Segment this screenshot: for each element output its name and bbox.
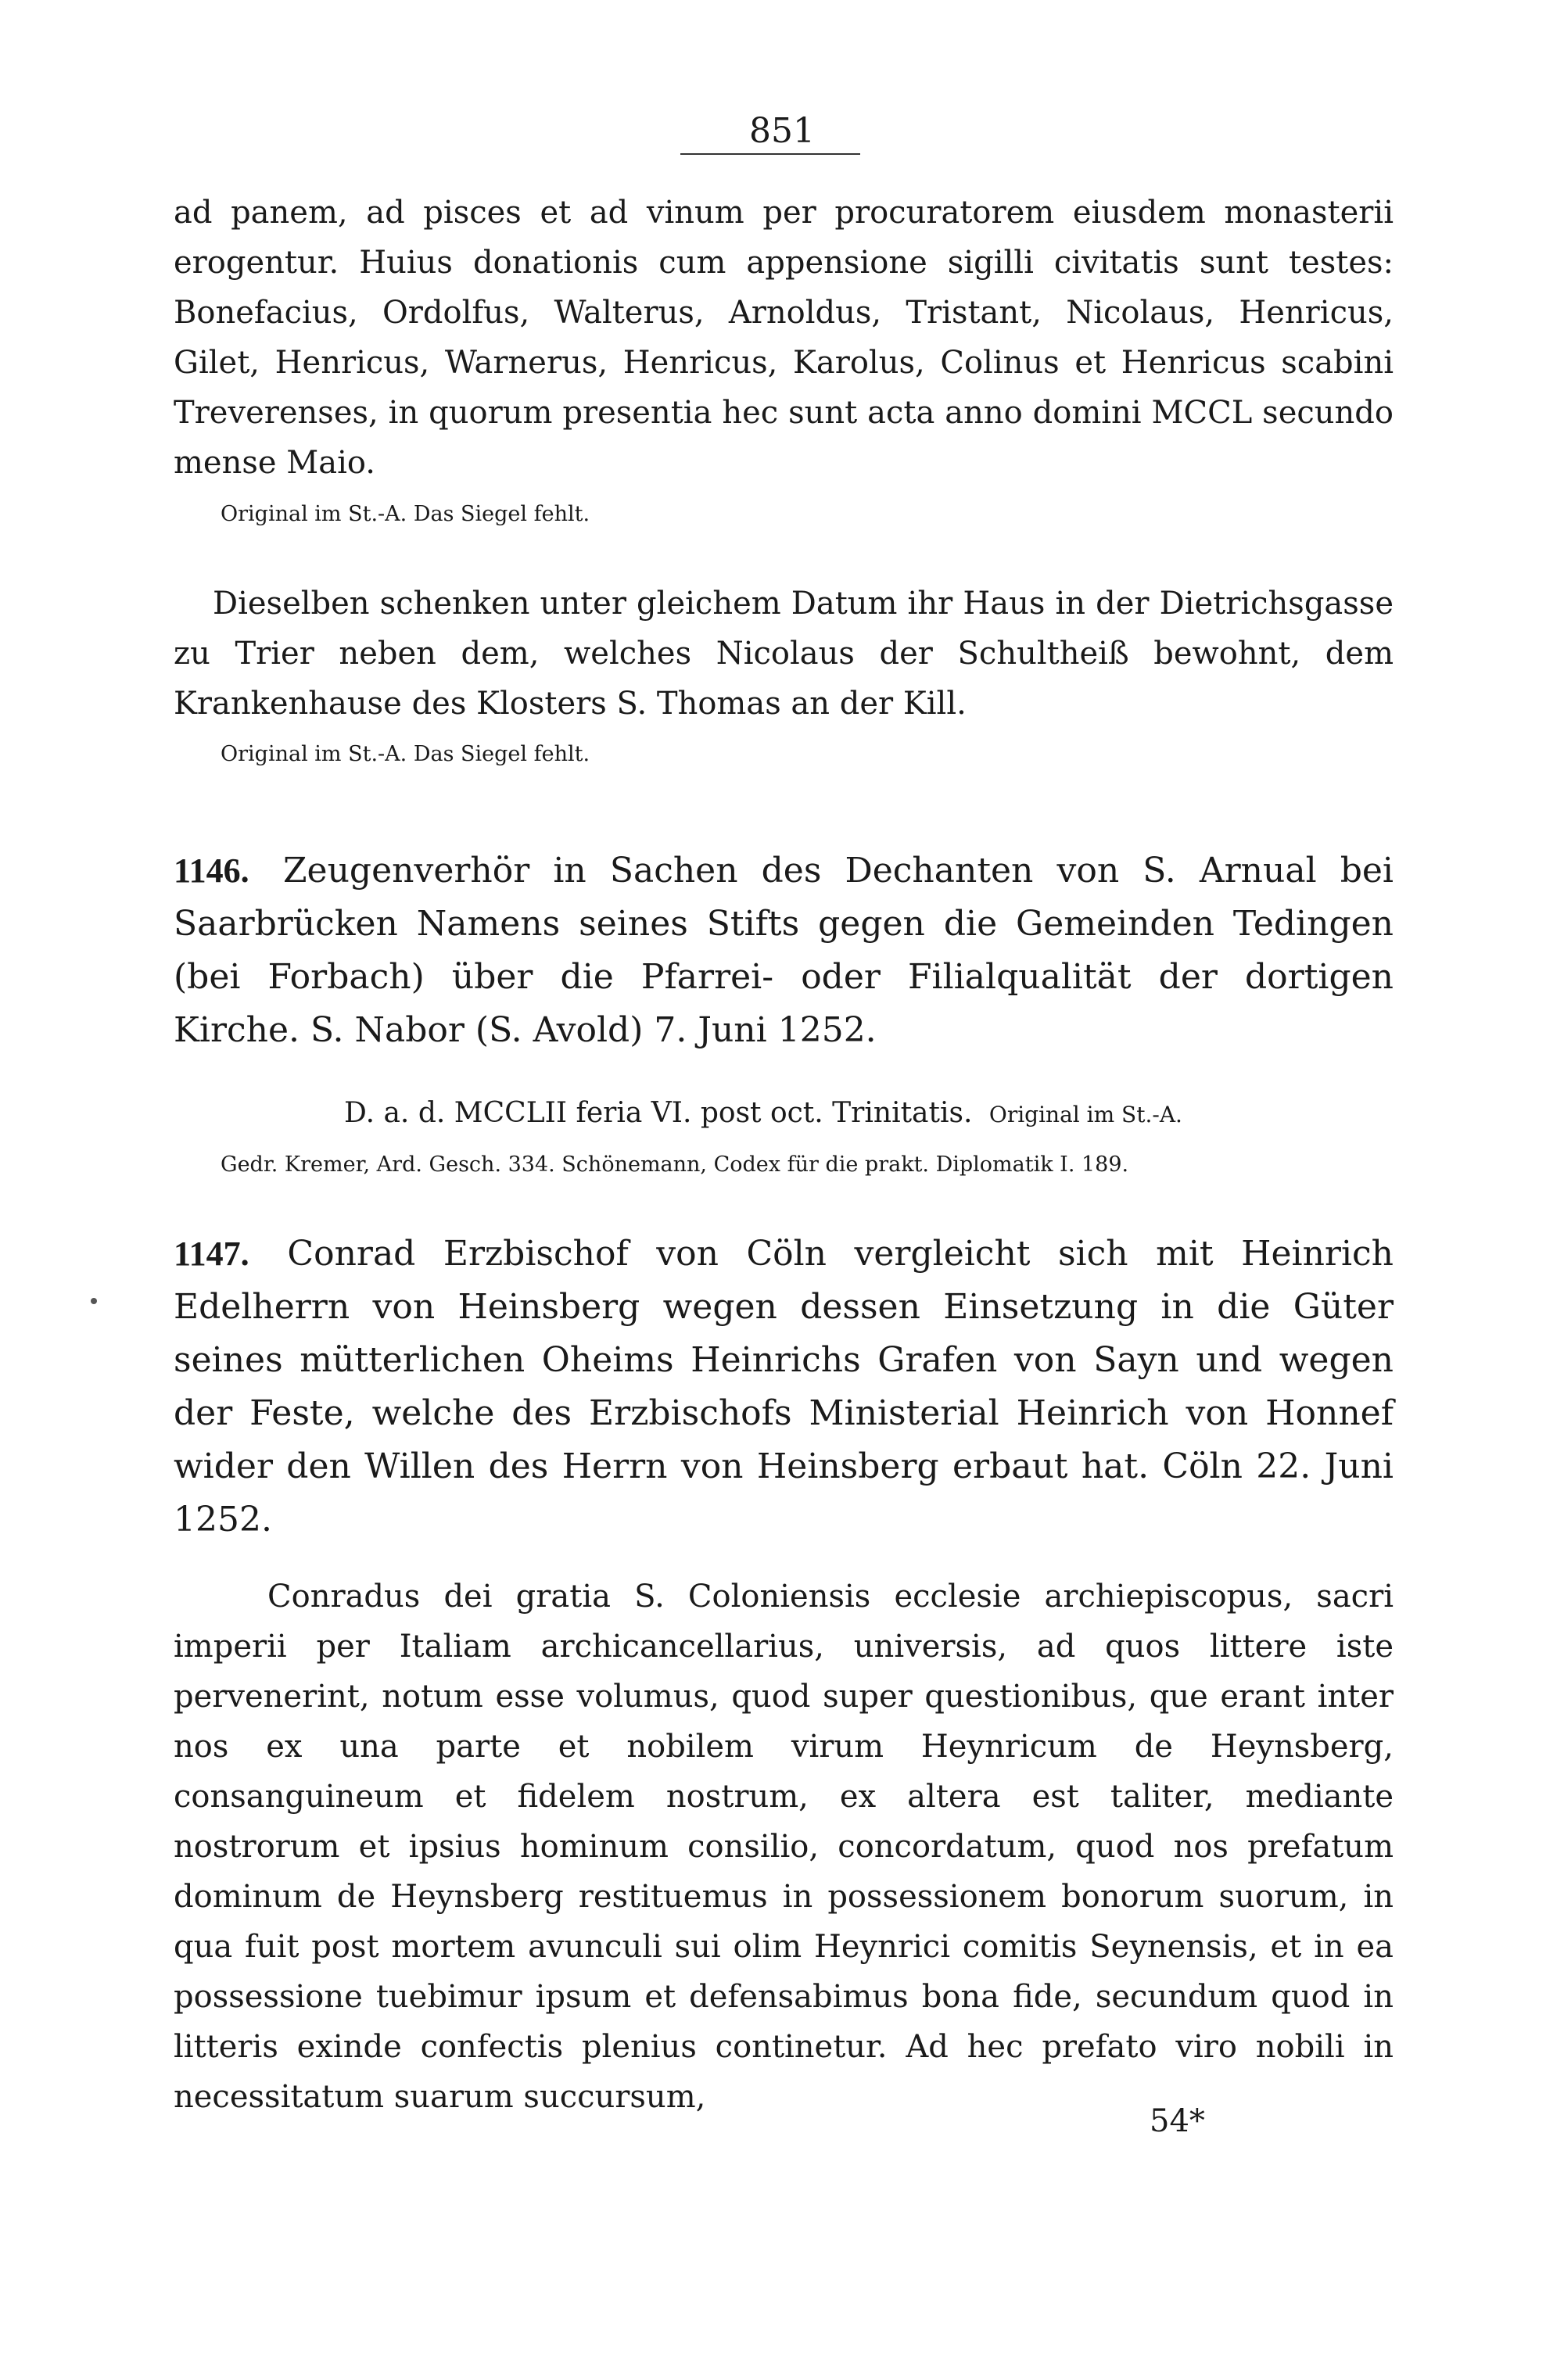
entry-1146-heading <box>174 844 1394 1057</box>
entry-1147-text: Conradus dei gratia S. Coloniensis ecclesie archiepiscopus, sacri imperii per Italiam archicancellarius, universis, ad quos littere iste pervenerint, notum esse volumus, quod super questionibus, que erant inter nos ex una parte et nobilem virum Heynricum de Heynsberg, consanguineum et fidelem nostrum, ex altera est taliter, mediante nostrorum et ipsius hominum consilio, concordatum, quod nos prefatum dominum de Heynsberg restituemus in possessionem bonorum suorum, in qua fuit post mortem avunculi sui olim Heynrici comitis Seynensis, et in ea possessione tuebimur ipsum et defensabimus bona fide, secundum quod in litteris exinde confectis plenius continetur. Ad hec prefato viro nobili in necessitatum suarum succursum, <box>174 1579 1394 2115</box>
note-original-1: Original im St.-A. Das Siegel fehlt. <box>221 502 590 526</box>
entry-1147-heading <box>174 1228 1394 1547</box>
entry-1146-date-block <box>344 1095 1392 1134</box>
page-number: 851 <box>749 111 815 151</box>
entry-1147-number: 1147. <box>174 1235 249 1273</box>
entry-1147-title: Conrad Erzbischof von Cöln vergleicht sich mit Heinrich Edelherrn von Heinsberg wegen dessen Einsetzung in die Güter seines mütterlichen Oheims Heinrichs Grafen von Sayn und wegen der Feste, welche des Erzbischofs Ministerial Heinrich von Honnef wider den Willen des Herrn von Heinsberg erbaut hat. Cöln 22. Juni 1252. <box>174 1234 1394 1539</box>
dot-mark <box>91 1298 97 1304</box>
signature-mark: 54* <box>1150 2103 1205 2139</box>
entry-1146-date-note: Original im St.-A. <box>988 1102 1182 1127</box>
page-number-rule <box>680 153 860 155</box>
paragraph-latin-1: ad panem, ad pisces et ad vinum per procuratorem eiusdem monasterii erogentur. Huius donationis cum appensione sigilli civitatis sunt testes: Bonefacius, Ordolfus, Walterus, Arnoldus, Tristant, Nicolaus, Henricus, Gilet, Henricus, Warnerus, Henricus, Karolus, Colinus et Henricus scabini Treverenses, in quorum presentia hec sunt acta anno domini MCCL secundo mense Maio. <box>174 195 1394 481</box>
entry-1146-number: 1146. <box>174 851 249 890</box>
entry-1146-date-line: D. a. d. MCCLII feria VI. post oct. Trinitatis. <box>344 1097 973 1129</box>
entry-1146-title: Zeugenverhör in Sachen des Dechanten von S. Arnual bei Saarbrücken Namens seines Stifts gegen die Gemeinden Tedingen (bei Forbach) über die Pfarrei- oder Filialqualität der dortigen Kirche. S. Nabor (S. Avold) 7. Juni 1252. <box>174 851 1394 1050</box>
entry-1146-print-note: Gedr. Kremer, Ard. Gesch. 334. Schönemann, Codex für die prakt. Diplomatik I. 189. <box>221 1152 1129 1177</box>
paragraph-german-2: Dieselben schenken unter gleichem Datum ihr Haus in der Dietrichsgasse zu Trier neben dem, welches Nicolaus der Schultheiß bewohnt, dem Krankenhause des Klosters S. Thomas an der Kill. <box>174 586 1394 722</box>
note-original-2: Original im St.-A. Das Siegel fehlt. <box>221 742 590 766</box>
